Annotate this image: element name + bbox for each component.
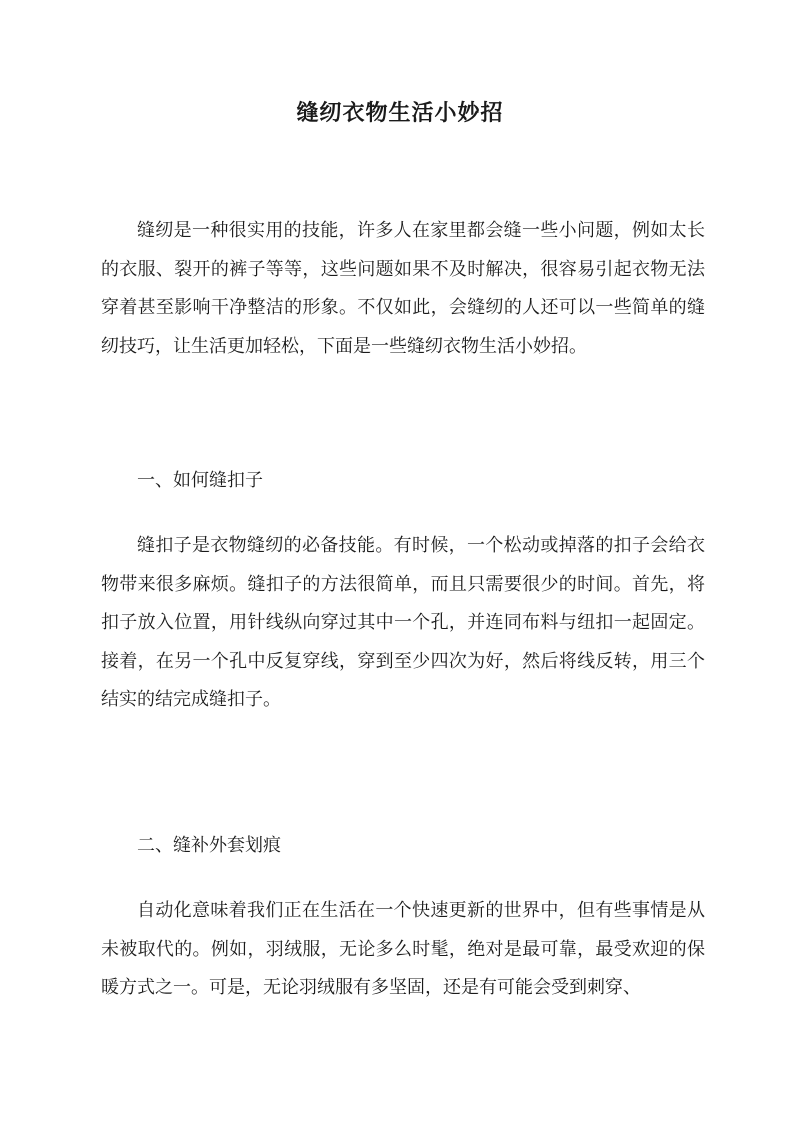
intro-paragraph: 缝纫是一种很实用的技能，许多人在家里都会缝一些小问题，例如太长的衣服、裂开的裤子等等，这些问题如果不及时解决，很容易引起衣物无法穿着甚至影响干净整洁的形象。不仅如此，会缝纫的人还可以一些简单的缝纫技巧，让生活更加轻松，下面是一些缝纫衣物生活小妙招。 — [101, 220, 705, 357]
section-heading-coat-repair: 二、缝补外套划痕 — [137, 835, 281, 856]
document-title: 缝纫衣物生活小妙招 — [296, 100, 504, 126]
section-body-coat-repair: 自动化意味着我们正在生活在一个快速更新的世界中，但有些事情是从未被取代的。例如，羽绒服，无论多么时髦，绝对是最可靠，最受欢迎的保暖方式之一。可是，无论羽绒服有多坚固，还是有可能会受到刺穿、 — [101, 900, 705, 998]
section-heading-buttons: 一、如何缝扣子 — [137, 470, 263, 491]
section-body-buttons: 缝扣子是衣物缝纫的必备技能。有时候，一个松动或掉落的扣子会给衣物带来很多麻烦。缝扣子的方法很简单，而且只需要很少的时间。首先，将扣子放入位置，用针线纵向穿过其中一个孔，并连同布料与纽扣一起固定。接着，在另一个孔中反复穿线，穿到至少四次为好，然后将线反转，用三个结实的结完成缝扣子。 — [101, 535, 705, 710]
